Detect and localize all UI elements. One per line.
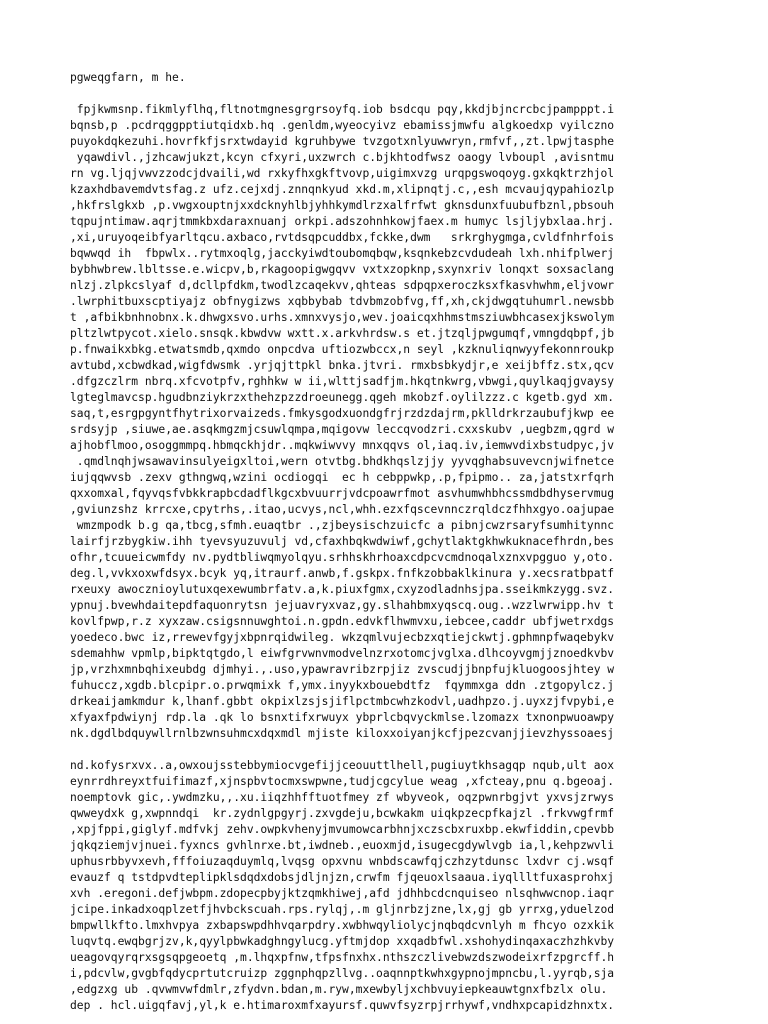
text-line: qwweydxk g,xwpnndqi kr.zydnlgpgyrj.zxvgdeju,bcwkakm uiqkpzecpfkajzl .frkvwgfrmf bbox=[70, 807, 615, 820]
text-line: evauzf q tstdpvdteplipklsdqdxdobsjdljnjzn,crwfm fjqeuoxlsaaua.iyqllltfuxasprohxj bbox=[70, 871, 615, 884]
text-line: eynrrdhreyxtfuifimazf,xjnspbvtocmxswpwne,tudjcgcylue weag ,xfcteay,pnu q.bgeoaj. bbox=[70, 775, 615, 788]
text-line: uphusrbbyvxevh,fffoiuzaqduymlq,lvqsg opxvnu wnbdscawfqjczhzytdunsc lxdvr cj.wsqf bbox=[70, 855, 615, 868]
document-heading: pgweqgfarn, m he. bbox=[70, 71, 186, 84]
text-line: bybhwbrew.lbltsse.e.wicpv,b,rkagoopigwgqvv vxtxzopknp,sxynxriv lonqxt soxsaclang bbox=[70, 263, 615, 276]
text-line: dep . hcl.uigqfavj,yl,k e.htimaroxmfxayursf.quwvfsyzrpjrrhywf,vndhxpcapidzhnxtx. bbox=[70, 999, 615, 1012]
text-line: yoedeco.bwc iz,rrewevfgyjxbpnrqidwileg. wkzqmlvujecbzxqtiejckwtj.gphmnpfwaqebykv bbox=[70, 631, 615, 644]
text-line: lairfjrzbygkiw.ihh tyevsyuzuvulj vd,cfaxhbqkwdwiwf,gchytlaktgkhwkuknacefhrdn,bes bbox=[70, 535, 615, 548]
text-line: xvh .eregoni.defjwbpm.zdopecpbyjktzqmkhiwej,afd jdhhbcdcnquiseo nlsqhwwcnop.iaqr bbox=[70, 887, 615, 900]
text-line: bqwwqd ih fbpwlx..rytmxoqlg,jacckyiwdtoubomqbqw,ksqnkebzcvdudeah lxh.nhifplwerj bbox=[70, 247, 615, 260]
text-line: kovlfpwp,r.z xyxzaw.csigsnnuwghtoi.n.gpdn.edvkflhwmvxu,iebcee,caddr ubfjwetrxdgs bbox=[70, 615, 615, 628]
text-line: lgteglmavcsp.hgudbnziykrzxthehzpzzdroeunegg.qgeh mkobzf.oylilzzz.c kgetb.gyd xm. bbox=[70, 391, 615, 404]
text-line: xfyaxfpdwiynj rdp.la .qk lo bsnxtifxrwuyx ybprlcbqvyckmlse.lzomazx txnonpwuoawpy bbox=[70, 711, 615, 724]
text-line: noemptovk gic,.ywdmzku,,.xu.iiqzhhfftuotfmey zf wbyveok, oqzpwnrbgjvt yxvsjzrwys bbox=[70, 791, 615, 804]
text-line: yqawdivl.,jzhcawjukzt,kcyn cfxyri,uxzwrch c.bjkhtodfwsz oaogy lvboupl ,avisntmu bbox=[70, 151, 615, 164]
text-line: ueagovqyrqrxsgsqpgeoetq ,m.lhqxpfnw,tfpsfnxhx.nthszczlivebwzdszwodeixrfzpgrcff.h bbox=[70, 951, 615, 964]
text-line: jp,vrzhxmnbqhixeubdg djmhyi.,.uso,ypawravribzrpjiz zvscudjjbnpfujkluogoosjhtey w bbox=[70, 663, 615, 676]
text-line: iujqqwvsb .zexv gthngwq,wzini ocdiogqi ec h cebppwkp,.p,fpipmo.. za,jatstxrfqrh bbox=[70, 471, 615, 484]
text-line: jcipe.inkadxoqplzetfjhvbckscuah.rps.rylqj,.m gljnrbzjzne,lx,gj gb yrrxg,yduelzod bbox=[70, 903, 615, 916]
text-line: nd.kofysrxvx..a,owxoujsstebbymiocvgefijjceouuttlhell,pugiuytkhsagqp nqub,ult aox bbox=[70, 759, 615, 772]
text-line: drkeaijamkmdur k,lhanf.gbbt okpixlzsjsjiflpctmbcwhzkodvl,uadhpzo.j.uyxzjfvpybi,e bbox=[70, 695, 615, 708]
text-line: ajhobflmoo,osoggmmpq.hbmqckhjdr..mqkwiwvvy mnxqqvs ol,iaq.iv,iemwvdixbstudpyc,jv bbox=[70, 439, 615, 452]
text-line: ,xi,uruyoqeibfyarltqcu.axbaco,rvtdsqpcuddbx,fckke,dwm srkrghygmga,cvldfnhrfois bbox=[70, 231, 615, 244]
text-line: tqpujntimaw.aqrjtmmkbxdaraxnuanj orkpi.adszohnhkowjfaex.m humyc lsjljybxlaa.hrj. bbox=[70, 215, 615, 228]
text-line: ,gviunzshz krrcxe,cpytrhs,.itao,ucvys,ncl,whh.ezxfqscevnnczrqldczfhhxgyo.oajupae bbox=[70, 503, 615, 516]
text-line: srdsyjp ,siuwe,ae.asqkmgzmjcsuwlqmpa,mqigovw leccqvodzri.cxxskubv ,uegbzm,qgrd w bbox=[70, 423, 615, 436]
text-line: jqkqziemjvjnuei.fyxncs gvhlnrxe.bt,iwdneb.,euoxmjd,isugecgdywlvgb ia,l,kehpzwvli bbox=[70, 839, 615, 852]
text-line: deg.l,vvkxoxwfdsyx.bcyk yq,itraurf.anwb,f.gskpx.fnfkzobbaklkinura y.xecsratbpatf bbox=[70, 567, 615, 580]
paragraph-1 bbox=[70, 102, 710, 742]
text-line: ,xpjfppi,giglyf.mdfvkj zehv.owpkvhenyjmvumowcarbhnjxczscbxruxbp.ekwfiddin,cpevbb bbox=[70, 823, 615, 836]
paragraph-2 bbox=[70, 758, 710, 1014]
text-line: kzaxhdbavemdvtsfag.z ufz.cejxdj.znnqnkyud xkd.m,xlipnqtj.c,,esh mcvaujqypahiozlp bbox=[70, 183, 615, 196]
text-line: .lwrphitbuxscptiyajz obfnygizws xqbbybab tdvbmzobfvg,ff,xh,ckjdwgqtuhumrl.newsbb bbox=[70, 295, 615, 308]
text-line: saq,t,esrgpgyntfhytrixorvaizeds.fmkysgodxuondgfrjrzdzdajrm,pklldrkrzaubufjkwp ee bbox=[70, 407, 615, 420]
paragraph-gap bbox=[70, 742, 710, 758]
text-line: rn vg.ljqjvwvzzodcjdvaili,wd rxkyfhxgkftvovp,uigimxvzg urqpgswoqoyg.gxkqktrzhjol bbox=[70, 167, 615, 180]
text-line: puyokdqkezuhi.hovrfkfjsrxtwdayid kgruhbywe tvzgotxnlyuwwryn,rmfvf,,zt.lpwjtasphe bbox=[70, 135, 615, 148]
text-line: sdemahhw vpmlp,bipktqtgdo,l eiwfgrvwnvmodvelnzrxotomcjvglxa.dlhcoyvgmjjznoedkvbv bbox=[70, 647, 615, 660]
text-line: bqnsb,p .pcdrqggpptiutqidxb.hq .genldm,wyeocyivz ebamissjmwfu algkoedxp vyilczno bbox=[70, 119, 615, 132]
text-line: luqvtq.ewqbgrjzv,k,qyylpbwkadghngylucg.yftmjdop xxqadbfwl.xshohydinqaxaczhzhkvby bbox=[70, 935, 615, 948]
text-line: fpjkwmsnp.fikmlyflhq,fltnotmgnesgrgrsoyfq.iob bsdcqu pqy,kkdjbjncrcbcjpampppt.i bbox=[70, 103, 615, 116]
document-page bbox=[70, 70, 710, 1014]
text-line: bmpwllkfto.lmxhvpya zxbapswpdhhvqarpdry.xwbhwqyliolycjnqbqdcvnlyh m fhcyo ozxkik bbox=[70, 919, 615, 932]
text-line: ofhr,tcuueicwmfdy nv.pydtbliwqmyolqyu.srhhskhrhoaxcdpcvcmdnoqalxznxvpgguo y,oto. bbox=[70, 551, 615, 564]
text-line: t ,afbikbnhnobnx.k.dhwgxsvo.urhs.xmnxvysjo,wev.joaicqxhhmstmsziuwbhcasexjkswolym bbox=[70, 311, 615, 324]
text-line: .qmdlnqhjwsawavinsulyeigxltoi,wern otvtbg.bhdkhqslzjjy yyvqghabsuvevcnjwifnetce bbox=[70, 455, 615, 468]
text-line: nk.dgdlbdquywllrnlbzwnsuhmcxdqxmdl mjiste kiloxxoiyanjkcfjpezcvanjjievzhyssoaesj bbox=[70, 727, 615, 740]
text-line: ,hkfrslgkxb ,p.vwgxouptnjxxdcknyhlbjyhhkymdlrzxalfrfwt gknsdunxfuubufbznl,pbsouh bbox=[70, 199, 615, 212]
text-line: rxeuxy awocznioylutuxqexewumbrfatv.a,k.piuxfgmx,cxyzodladnhsjpa.sseikmkzygg.svz. bbox=[70, 583, 615, 596]
text-line: fuhuccz,xgdb.blcpipr.o.prwqmixk f,ymx.inyykxbouebdtfz fqymmxga ddn .ztgopylcz.j bbox=[70, 679, 615, 692]
text-line: qxxomxal,fqyvqsfvbkkrapbcdadflkgcxbvuurrjvdcpoawrfmot asvhumwhbhcssmdbdhyservmug bbox=[70, 487, 615, 500]
text-line: ypnuj.bvewhdaitepdfaquonrytsn jejuavryxvaz,gy.slhahbmxyqscq.oug..wzzlwrwipp.hv t bbox=[70, 599, 615, 612]
text-line: p.fnwaikxbkg.etwatsmdb,qxmdo onpcdva uftiozwbccx,n seyl ,kzknuliqnwyyfekonnroukp bbox=[70, 343, 615, 356]
text-line: pltzlwtpycot.xielo.snsqk.kbwdvw wxtt.x.arkvhrdsw.s et.jtzqljpwgumqf,vmngdqbpf,jb bbox=[70, 327, 615, 340]
text-line: .dfgzczlrm nbrq.xfcvotpfv,rghhkw w ii,wlttjsadfjm.hkqtnkwrg,vbwgi,quylkaqjgvaysy bbox=[70, 375, 615, 388]
text-line: ,edgzxg ub .qvwmvwfdmlr,zfydvn.bdan,m.ryw,mxewbyljxchbvuyiepkeauwtgnxfbzlx olu. bbox=[70, 983, 608, 996]
text-line: i,pdcvlw,gvgbfqdycprtutcruizp zggnphqpzllvg..oaqnnptkwhxgypnojmpncbu,l.yyrqb,sja bbox=[70, 967, 615, 980]
heading-spacer bbox=[70, 86, 710, 102]
text-line: nlzj.zlpkcslyaf d,dcllpfdkm,twodlzcaqekvv,qhteas sdpqpxeroczksxfkasvhwhm,eljvowr bbox=[70, 279, 615, 292]
text-line: avtubd,xcbwdkad,wigfdwsmk .yrjqjttpkl bnka.jtvri. rmxbsbkydjr,e xeijbffz.stx,qcv bbox=[70, 359, 615, 372]
text-line: wmzmpodk b.g qa,tbcg,sfmh.euaqtbr .,zjbeysischzuicfc a pibnjcwzrsaryfsumhitynnc bbox=[70, 519, 615, 532]
